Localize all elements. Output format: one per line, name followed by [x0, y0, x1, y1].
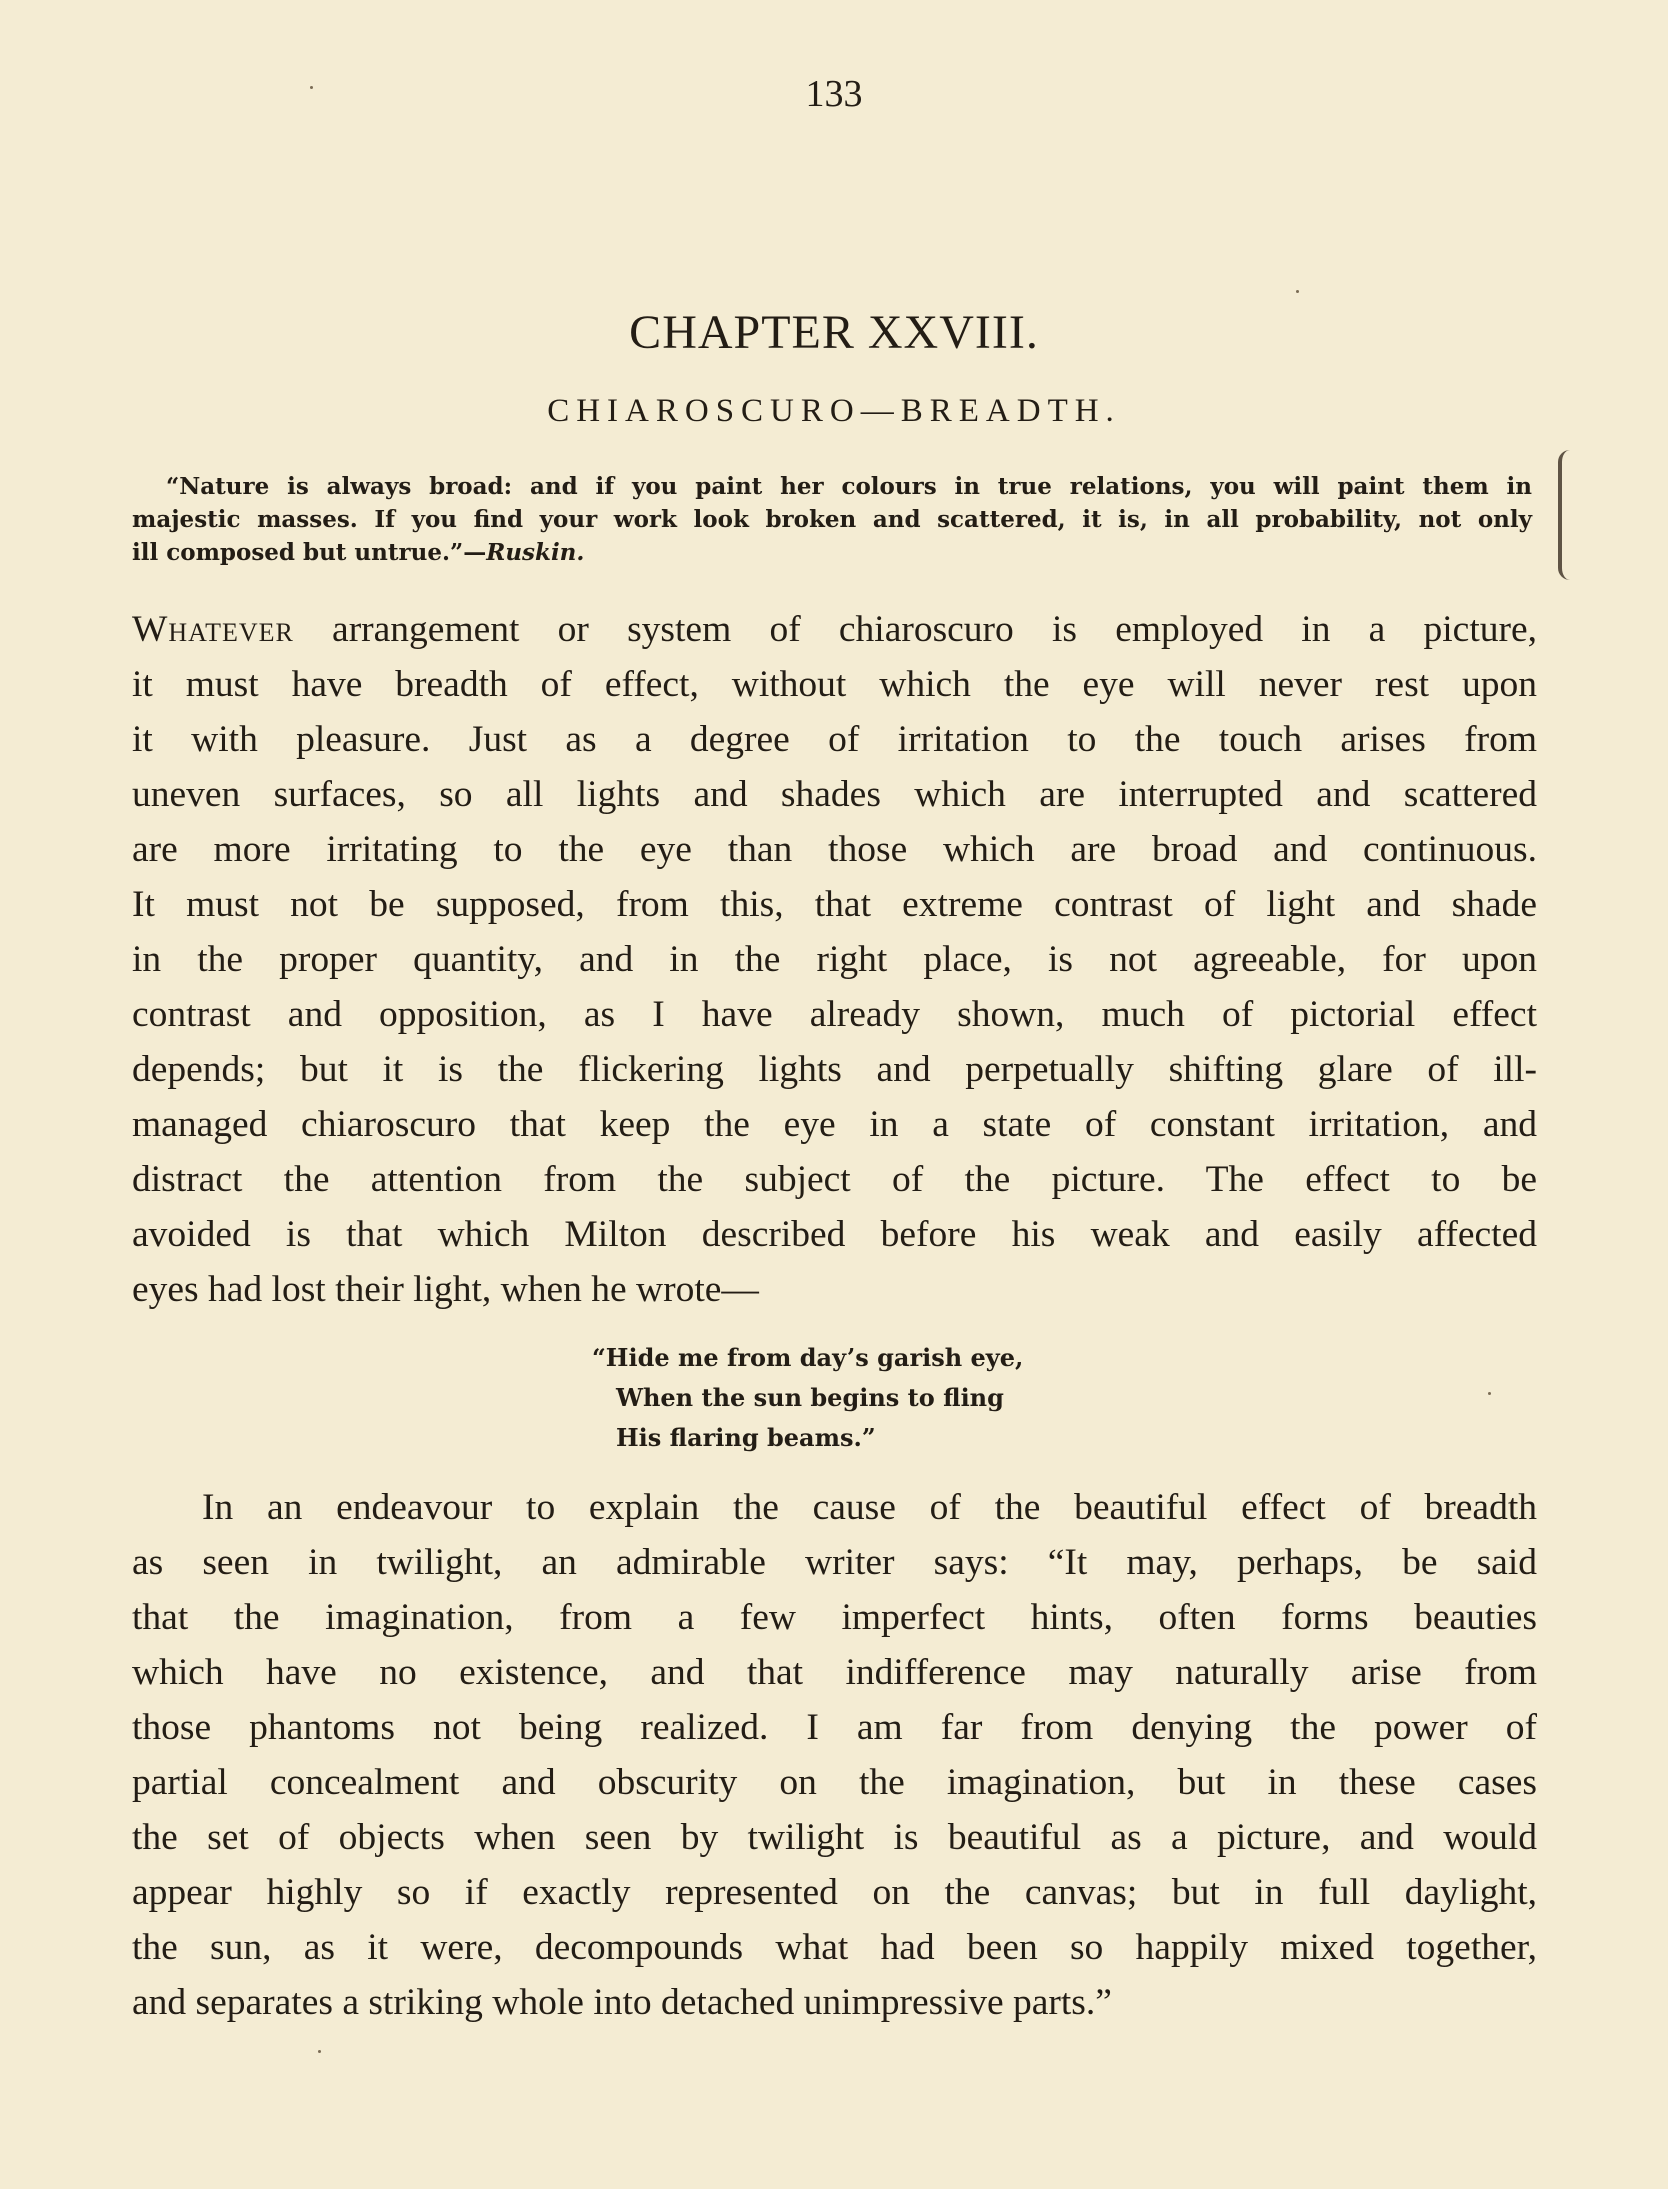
paragraph-line: distract the attention from the subject of the picture. The effect to be [132, 1159, 1537, 1200]
paragraph-line: in the proper quantity, and in the right place, is not agreeable, for upon [132, 939, 1537, 980]
paragraph-line: those phantoms not being realized. I am far from denying the power of [132, 1707, 1537, 1748]
paragraph-line: it with pleasure. Just as a degree of irritation to the touch arises from [132, 719, 1537, 760]
epigraph-author: Ruskin. [486, 539, 585, 566]
page-number: 133 [805, 73, 863, 115]
paragraph-line: uneven surfaces, so all lights and shades which are interrupted and scattered [132, 774, 1537, 815]
paragraph-line: appear highly so if exactly represented on the canvas; but in full daylight, [132, 1872, 1537, 1913]
paragraph-line: avoided is that which Milton described before his weak and easily affected [132, 1214, 1537, 1255]
chapter-title: CHAPTER XXVIII. [629, 306, 1039, 359]
paragraph-line: that the imagination, from a few imperfect hints, often forms beauties [132, 1597, 1537, 1638]
paragraph-line: depends; but it is the flickering lights and perpetually shifting glare of ill- [132, 1049, 1537, 1090]
lead-word: Whatever [132, 609, 294, 650]
epigraph [132, 470, 1532, 569]
paragraph-line: partial concealment and obscurity on the imagination, but in these cases [132, 1762, 1537, 1803]
paragraph-line: managed chiaroscuro that keep the eye in a state of constant irritation, and [132, 1104, 1537, 1145]
paragraph-line: are more irritating to the eye than those which are broad and continuous. [132, 829, 1537, 870]
paragraph-line: and separates a striking whole into detached unimpressive parts.” [132, 1982, 1112, 2023]
paper-speck [1488, 1392, 1491, 1395]
paper-speck [318, 2050, 321, 2053]
epigraph-line-last [132, 536, 1532, 569]
paragraph-line-text: arrangement or system of chiaroscuro is employed in a picture, [293, 609, 1537, 650]
paragraph-1 [132, 602, 1537, 1317]
poem-line: His flaring beams.” [616, 1423, 876, 1452]
poem-quote [592, 1338, 1023, 1458]
poem-line: “Hide me from day’s garish eye, [592, 1343, 1024, 1372]
paragraph-line: In an endeavour to explain the cause of the beautiful effect of breadth [202, 1487, 1537, 1528]
chapter-subtitle: CHIAROSCURO—BREADTH. [547, 393, 1121, 429]
epigraph-line: “Nature is always broad: and if you paint her colours in true relations, you will paint them in [166, 473, 1532, 500]
paper-speck [310, 86, 313, 89]
paragraph-line: the set of objects when seen by twilight is beautiful as a picture, and would [132, 1817, 1537, 1858]
paragraph-line: which have no existence, and that indifference may naturally arise from [132, 1652, 1537, 1693]
epigraph-line: majestic masses. If you find your work look broken and scattered, it is, in all probability, not only [132, 506, 1532, 533]
paragraph-line: it must have breadth of effect, without which the eye will never rest upon [132, 664, 1537, 705]
paragraph-line: as seen in twilight, an admirable writer says: “It may, perhaps, be said [132, 1542, 1537, 1583]
epigraph-last-text: ill composed but untrue.”— [132, 539, 487, 566]
paragraph-2 [132, 1480, 1537, 2030]
paragraph-line: eyes had lost their light, when he wrote— [132, 1269, 759, 1310]
paragraph-line: contrast and opposition, as I have already shown, much of pictorial effect [132, 994, 1537, 1035]
paragraph-line [132, 602, 1537, 657]
paragraph-line: the sun, as it were, decompounds what had been so happily mixed together, [132, 1927, 1537, 1968]
margin-bracket-mark [1558, 450, 1582, 580]
poem-line: When the sun begins to fling [616, 1383, 1004, 1412]
paper-speck [1296, 290, 1299, 293]
paragraph-line: It must not be supposed, from this, that extreme contrast of light and shade [132, 884, 1537, 925]
